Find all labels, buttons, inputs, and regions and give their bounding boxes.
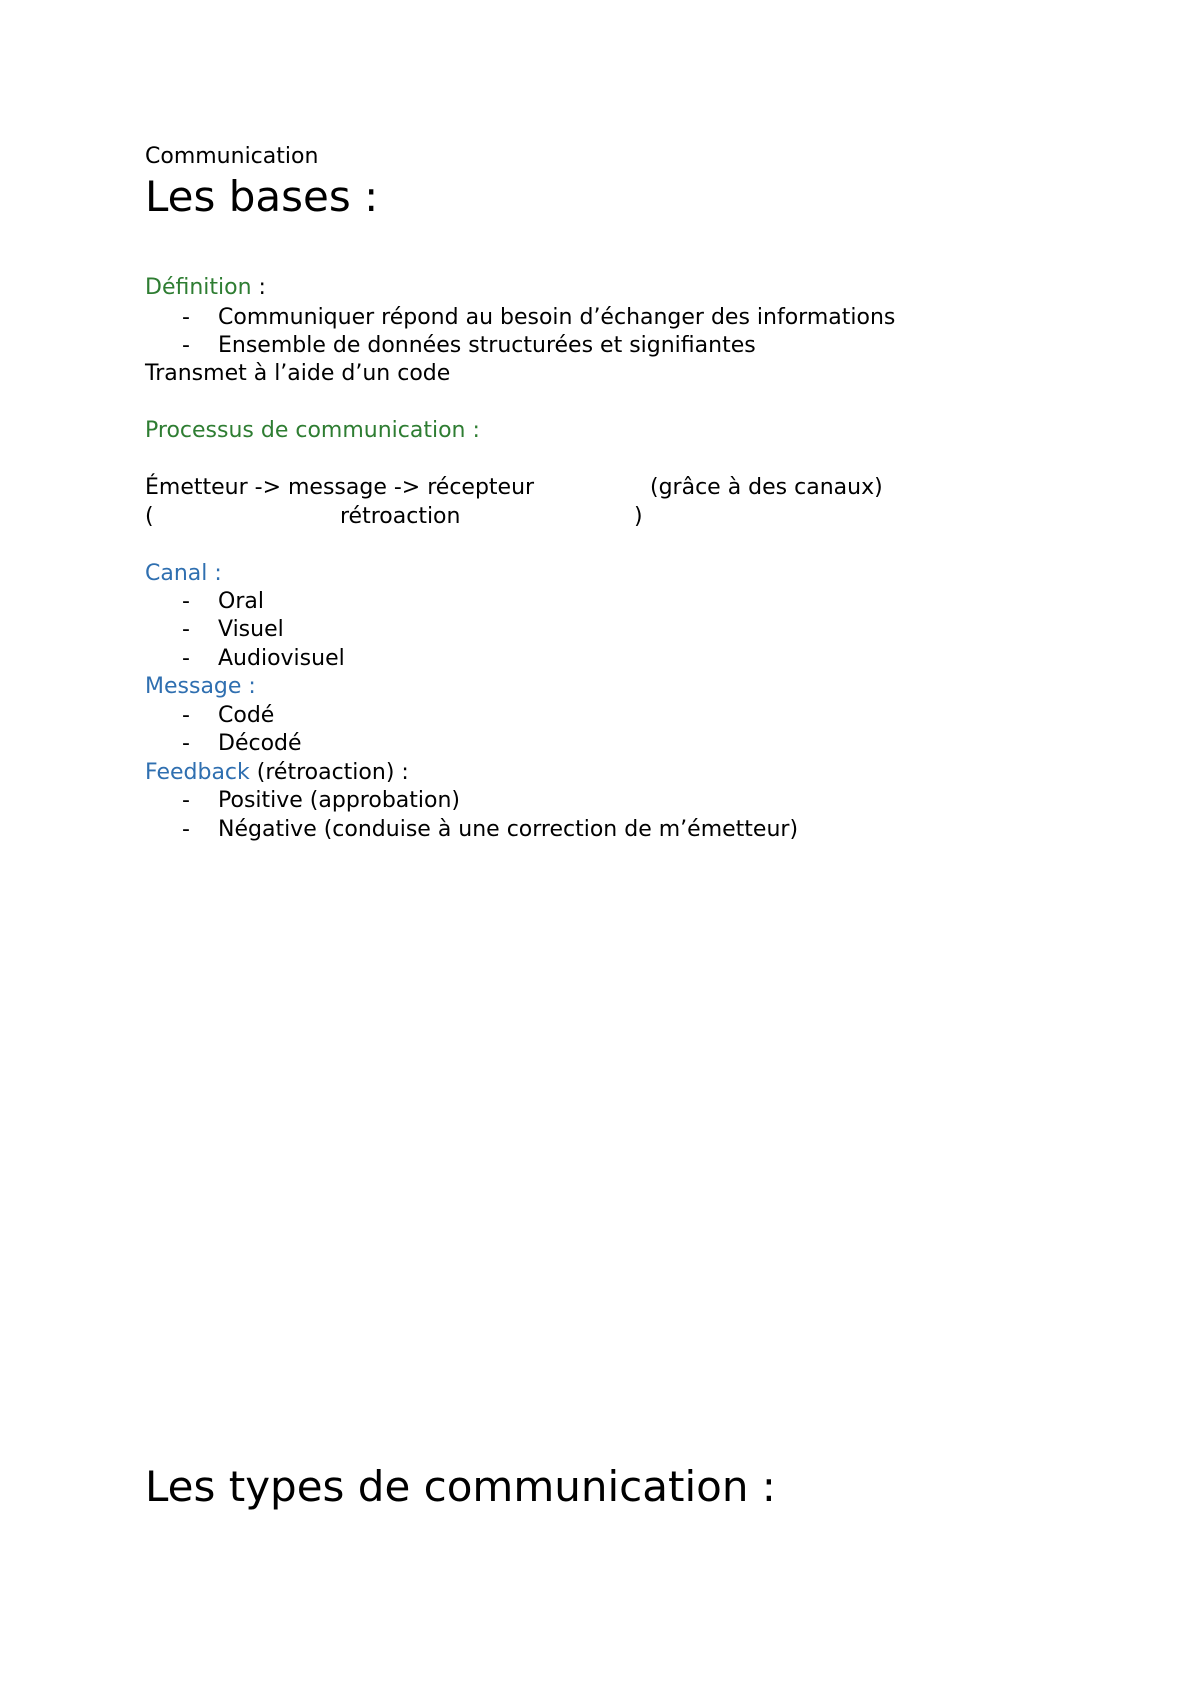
definition-label: Définition	[145, 275, 252, 300]
feedback-label: Feedback	[145, 760, 250, 785]
canal-heading: Canal :	[145, 561, 222, 586]
bullet-dash: -	[182, 305, 190, 330]
canal-item-oral: Oral	[218, 589, 264, 614]
definition-after-text: Transmet à l’aide d’un code	[145, 361, 451, 386]
processus-channels-note: (grâce à des canaux)	[650, 475, 883, 500]
definition-colon: :	[251, 275, 266, 300]
bullet-dash: -	[182, 731, 190, 756]
heading-les-bases: Les bases :	[145, 172, 379, 221]
bullet-dash: -	[182, 817, 190, 842]
processus-close-paren: )	[634, 504, 643, 529]
bullet-dash: -	[182, 589, 190, 614]
feedback-heading	[145, 759, 409, 787]
processus-open-paren: (	[145, 504, 154, 529]
bullet-dash: -	[182, 617, 190, 642]
feedback-item-positive: Positive (approbation)	[218, 788, 460, 813]
feedback-item-negative: Négative (conduise à une correction de m’émetteur)	[218, 817, 799, 842]
canal-item-audiovisuel: Audiovisuel	[218, 646, 345, 671]
document-subtitle: Communication	[145, 144, 319, 169]
bullet-dash: -	[182, 703, 190, 728]
bullet-dash: -	[182, 788, 190, 813]
processus-heading: Processus de communication :	[145, 418, 480, 443]
heading-types-de-communication: Les types de communication :	[145, 1462, 776, 1511]
message-item-decode: Décodé	[218, 731, 302, 756]
definition-item-2: Ensemble de données structurées et signifiantes	[218, 333, 756, 358]
message-heading: Message :	[145, 674, 256, 699]
canal-item-visuel: Visuel	[218, 617, 284, 642]
definition-item-1: Communiquer répond au besoin d’échanger des informations	[218, 305, 896, 330]
definition-heading	[145, 274, 266, 302]
feedback-rest: (rétroaction) :	[249, 760, 409, 785]
bullet-dash: -	[182, 646, 190, 671]
bullet-dash: -	[182, 333, 190, 358]
processus-retroaction: rétroaction	[340, 504, 461, 529]
processus-flow: Émetteur -> message -> récepteur	[145, 475, 535, 500]
message-item-code: Codé	[218, 703, 275, 728]
